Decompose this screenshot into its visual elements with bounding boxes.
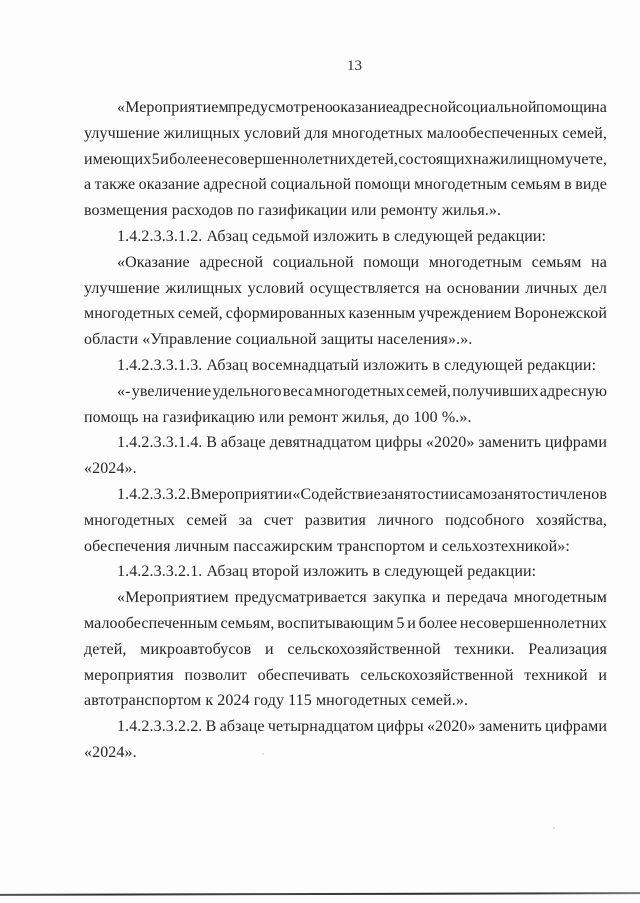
text-line xyxy=(84,508,607,534)
text-line xyxy=(84,663,607,689)
text-line-content: малообеспеченным семьям, воспитывающим 5 и более несовершеннолетних xyxy=(84,614,607,632)
text-line xyxy=(84,121,607,147)
text-line xyxy=(84,714,607,740)
text-line xyxy=(84,534,607,560)
text-line-content: области «Управление социальной защиты населения».». xyxy=(84,331,473,349)
text-line-content: имеющих 5 и более несовершеннолетних детей, состоящих на жилищном учете, xyxy=(84,150,607,168)
text-line xyxy=(84,198,607,224)
text-line-content: 1.4.2.3.3.1.4. В абзаце девятнадцатом цифры «2020» заменить цифрами xyxy=(117,434,607,452)
text-line-content: помощь на газификацию или ремонт жилья, до 100 %.». xyxy=(84,408,472,426)
text-line-content: «Оказание адресной социальной помощи многодетным семьям на xyxy=(117,253,607,271)
text-line-content: возмещения расходов по газификации или ремонту жилья.». xyxy=(84,202,502,220)
text-line-content: многодетных семей за счет развития личного подсобного хозяйства, xyxy=(84,511,607,529)
text-line xyxy=(84,147,607,173)
text-line xyxy=(84,172,607,198)
text-line-content: «- увеличение удельного веса многодетных семей, получивших адресную xyxy=(117,382,607,400)
text-line xyxy=(84,585,607,611)
document-body xyxy=(84,95,607,766)
scan-edge-artifact xyxy=(0,892,640,896)
text-line xyxy=(84,688,607,714)
text-line-content: обеспечения личным пассажирским транспортом и сельхозтехникой»: xyxy=(84,537,570,555)
text-line xyxy=(84,740,607,766)
text-line xyxy=(84,559,607,585)
text-line-content: улучшение жилищных условий осуществляется на основании личных дел xyxy=(84,279,607,297)
text-line xyxy=(84,250,607,276)
text-line xyxy=(84,301,607,327)
text-line-content: «2024». xyxy=(84,460,137,478)
text-line xyxy=(84,430,607,456)
text-line xyxy=(84,379,607,405)
text-line xyxy=(84,353,607,379)
text-line-content: мероприятия позволит обеспечивать сельскохозяйственной техникой и xyxy=(84,666,607,684)
text-line-content: улучшение жилищных условий для многодетных малообеспеченных семей, xyxy=(84,124,607,142)
text-line-content: а также оказание адресной социальной помощи многодетным семьям в виде xyxy=(84,176,607,194)
scan-speck xyxy=(262,753,264,755)
page-number: 13 xyxy=(347,58,362,74)
text-line xyxy=(84,637,607,663)
text-line-content: детей, микроавтобусов и сельскохозяйственной техники. Реализация xyxy=(84,640,607,658)
text-line-content: многодетных семей, сформированных казенным учреждением Воронежской xyxy=(84,305,607,323)
text-line-content: 1.4.2.3.3.1.2. Абзац седьмой изложить в следующей редакции: xyxy=(117,227,547,245)
text-line-content: 1.4.2.3.3.2. В мероприятии «Содействие занятости и самозанятости членов xyxy=(117,485,607,503)
text-line-content: 1.4.2.3.3.1.3. Абзац восемнадцатый изложить в следующей редакции: xyxy=(117,356,597,374)
text-line-content: 1.4.2.3.3.2.1. Абзац второй изложить в следующей редакции: xyxy=(117,563,537,581)
scan-speck xyxy=(553,827,555,829)
text-line-content: «Мероприятием предусматривается закупка и передача многодетным xyxy=(117,589,607,607)
text-line xyxy=(84,224,607,250)
text-line xyxy=(84,405,607,431)
text-line-content: «2024». xyxy=(84,743,137,761)
text-line-content: автотранспортом к 2024 году 115 многодетных семей.». xyxy=(84,692,469,710)
text-line xyxy=(84,95,607,121)
text-line xyxy=(84,456,607,482)
text-line xyxy=(84,327,607,353)
text-line xyxy=(84,276,607,302)
text-line xyxy=(84,482,607,508)
text-line xyxy=(84,611,607,637)
text-line-content: «Мероприятием предусмотрено оказание адресной социальной помощи на xyxy=(117,99,607,116)
text-line-content: 1.4.2.3.3.2.2. В абзаце четырнадцатом цифры «2020» заменить цифрами xyxy=(117,718,607,736)
